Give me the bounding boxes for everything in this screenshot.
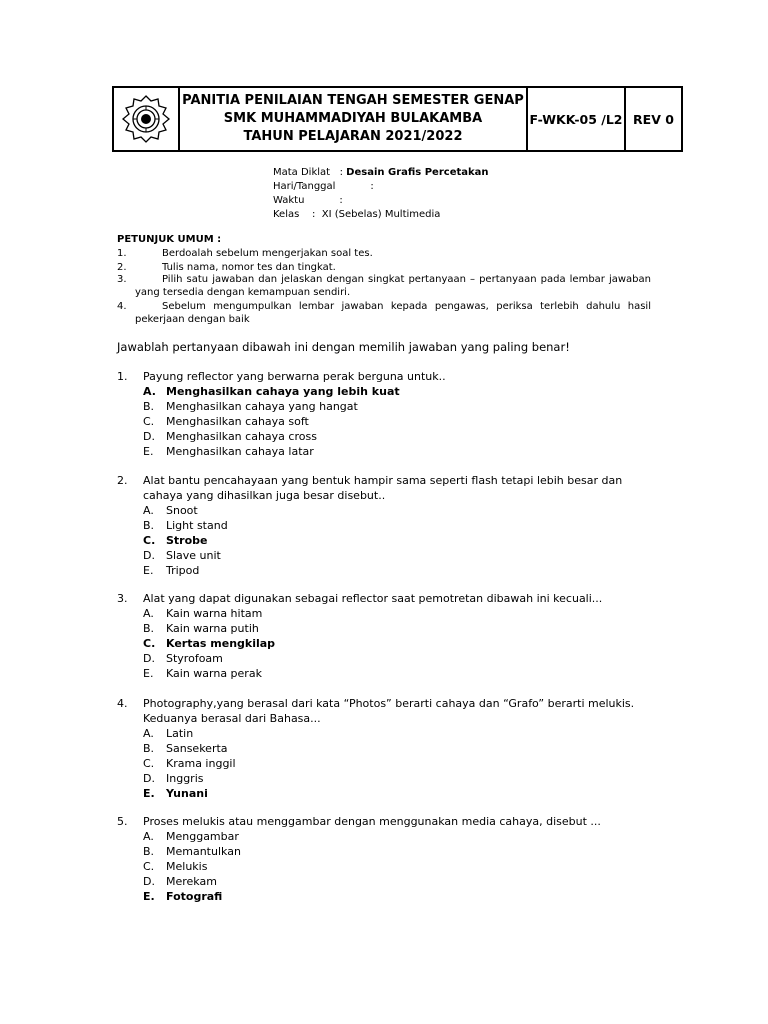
instruction-number: 3. bbox=[117, 274, 127, 285]
instruction-text: Tulis nama, nomor tes dan tingkat. bbox=[162, 262, 336, 273]
option-letter: B. bbox=[143, 400, 155, 413]
header-title-cell bbox=[180, 88, 528, 150]
instruction-number: 1. bbox=[117, 248, 127, 259]
class-line: Kelas : XI (Sebelas) Multimedia bbox=[273, 209, 441, 220]
option-letter: B. bbox=[143, 742, 155, 755]
option-text: Snoot bbox=[166, 504, 198, 517]
option-letter: E. bbox=[143, 667, 154, 680]
school-logo-cell bbox=[114, 88, 180, 150]
option-letter: E. bbox=[143, 787, 155, 800]
subject-label: Mata Diklat : bbox=[273, 167, 347, 178]
option-letter: B. bbox=[143, 519, 155, 532]
option-text: Menghasilkan cahaya latar bbox=[166, 445, 314, 458]
option-text: Menggambar bbox=[166, 830, 239, 843]
option-text: Sansekerta bbox=[166, 742, 228, 755]
option-text: Menghasilkan cahaya yang hangat bbox=[166, 400, 358, 413]
instruction-number: 2. bbox=[117, 262, 127, 273]
option-letter: C. bbox=[143, 534, 156, 547]
header-title-line2: SMK MUHAMMADIYAH BULAKAMBA bbox=[223, 111, 483, 126]
question-number: 5. bbox=[117, 815, 128, 828]
option-letter: C. bbox=[143, 757, 155, 770]
instruction-text: Pilih satu jawaban dan jelaskan dengan singkat pertanyaan – pertanyaan pada lembar jawaban yang tersedia dengan kemampuan sendiri. bbox=[135, 274, 651, 298]
option-text: Melukis bbox=[166, 860, 208, 873]
option-text: Latin bbox=[166, 727, 194, 740]
option-text: Menghasilkan cahaya cross bbox=[166, 430, 317, 443]
option-text: Fotografi bbox=[166, 890, 223, 903]
question-text: Proses melukis atau menggambar dengan menggunakan media cahaya, disebut ... bbox=[143, 815, 601, 828]
option-text: Yunani bbox=[166, 787, 208, 800]
option-text: Kain warna hitam bbox=[166, 607, 263, 620]
option-letter: C. bbox=[143, 860, 155, 873]
option-text: Menghasilkan cahaya soft bbox=[166, 415, 309, 428]
subject-line bbox=[273, 166, 489, 180]
option-text: Kain warna putih bbox=[166, 622, 259, 635]
day-line: Hari/Tanggal : bbox=[273, 181, 374, 192]
option-text: Styrofoam bbox=[166, 652, 223, 665]
option-text: Tripod bbox=[166, 564, 200, 577]
option-letter: D. bbox=[143, 549, 155, 562]
option-letter: A. bbox=[143, 727, 154, 740]
option-letter: E. bbox=[143, 890, 155, 903]
instruction-text: Berdoalah sebelum mengerjakan soal tes. bbox=[162, 248, 373, 259]
option-text: Krama inggil bbox=[166, 757, 236, 770]
question-text: Payung reflector yang berwarna perak berguna untuk.. bbox=[143, 370, 446, 383]
option-text: Kertas mengkilap bbox=[166, 637, 276, 650]
header-title-line3: TAHUN PELAJARAN 2021/2022 bbox=[243, 129, 463, 144]
question-text: Alat yang dapat digunakan sebagai reflector saat pemotretan dibawah ini kecuali... bbox=[143, 592, 603, 605]
option-text: Light stand bbox=[166, 519, 228, 532]
option-letter: E. bbox=[143, 445, 154, 458]
option-letter: A. bbox=[143, 385, 156, 398]
option-text: Strobe bbox=[166, 534, 208, 547]
header-table bbox=[112, 86, 683, 152]
option-text: Memantulkan bbox=[166, 845, 241, 858]
question-number: 4. bbox=[117, 697, 128, 710]
exam-meta bbox=[273, 166, 489, 222]
header-title-line1: PANITIA PENILAIAN TENGAH SEMESTER GENAP bbox=[182, 93, 524, 108]
time-line: Waktu : bbox=[273, 195, 343, 206]
question-number: 3. bbox=[117, 592, 128, 605]
option-letter: D. bbox=[143, 875, 155, 888]
option-letter: A. bbox=[143, 607, 154, 620]
instructions-title: PETUNJUK UMUM : bbox=[117, 234, 222, 245]
option-text: Inggris bbox=[166, 772, 204, 785]
option-text: Slave unit bbox=[166, 549, 221, 562]
option-text: Kain warna perak bbox=[166, 667, 262, 680]
question-text: Photography,yang berasal dari kata “Photos” berarti cahaya dan “Grafo” berarti melukis. Keduanya berasal dari Bahasa... bbox=[143, 697, 635, 725]
option-letter: D. bbox=[143, 652, 155, 665]
question-number: 2. bbox=[117, 474, 128, 487]
instruction-number: 4. bbox=[117, 301, 127, 312]
instruction-text: Sebelum mengumpulkan lembar jawaban kepada pengawas, periksa terlebih dahulu hasil pekerjaan dengan baik bbox=[135, 301, 651, 325]
option-letter: B. bbox=[143, 845, 155, 858]
question-number: 1. bbox=[117, 370, 128, 383]
option-letter: D. bbox=[143, 430, 155, 443]
lead-instruction: Jawablah pertanyaan dibawah ini dengan memilih jawaban yang paling benar! bbox=[117, 340, 570, 354]
option-text: Merekam bbox=[166, 875, 217, 888]
option-letter: D. bbox=[143, 772, 155, 785]
form-code: F-WKK-05 /L2 bbox=[528, 88, 626, 150]
option-letter: A. bbox=[143, 830, 154, 843]
question-text: Alat bantu pencahayaan yang bentuk hampir sama seperti flash tetapi lebih besar dan cahaya yang dihasilkan juga besar disebut.. bbox=[143, 474, 623, 502]
option-letter: C. bbox=[143, 415, 155, 428]
option-letter: C. bbox=[143, 637, 156, 650]
option-letter: E. bbox=[143, 564, 154, 577]
subject-value: Desain Grafis Percetakan bbox=[346, 167, 489, 178]
option-letter: A. bbox=[143, 504, 154, 517]
revision-label: REV 0 bbox=[633, 111, 674, 127]
option-letter: B. bbox=[143, 622, 155, 635]
option-text: Menghasilkan cahaya yang lebih kuat bbox=[166, 385, 400, 398]
school-logo-icon bbox=[118, 93, 174, 145]
